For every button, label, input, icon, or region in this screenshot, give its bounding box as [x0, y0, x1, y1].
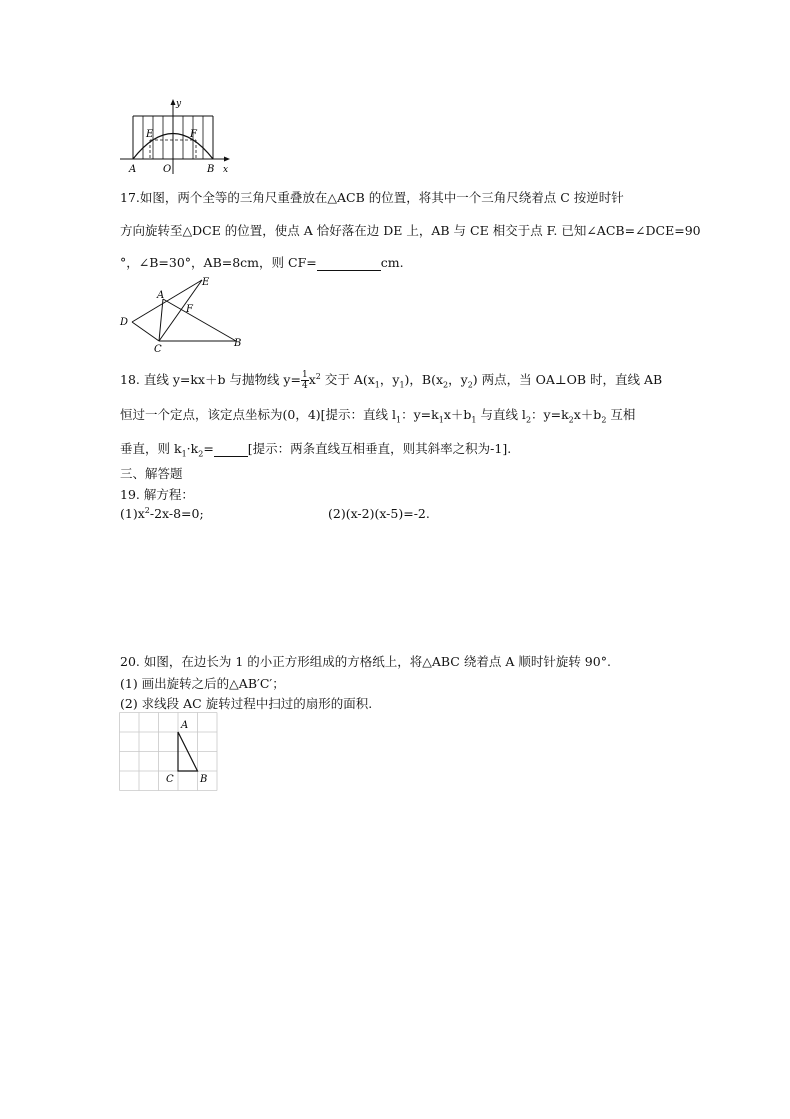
q19-p1-b: -2x-8=0;	[149, 506, 204, 522]
q17-line3-prefix: °，∠B=30°，AB=8cm，则 CF=	[120, 255, 317, 270]
q18-l2-e: ：y=k	[531, 407, 569, 422]
q18-l3-d: [提示：两条直线互相垂直，则其斜率之积为-1].	[247, 441, 512, 456]
tri-label-b: B	[234, 338, 242, 349]
q18-l2-s4: 2	[525, 415, 532, 425]
q18-text-e: )，B(x	[404, 372, 444, 387]
q19-title: 19. 解方程：	[120, 487, 194, 502]
q18-l2-s2: 1	[438, 415, 444, 425]
q18-l3-s1: 1	[181, 449, 187, 459]
q20-line3: (2) 求线段 AC 旋转过程中扫过的扇形的面积.	[120, 696, 373, 711]
x-axis-label: x	[223, 165, 229, 175]
fraction-denominator: 4	[301, 381, 308, 391]
q18-l2-g: 互相	[606, 407, 636, 422]
fraction-numerator: 1	[301, 370, 308, 380]
q19-part2: (2)(x-2)(x-5)=-2.	[328, 506, 430, 521]
q18-text-c: 交于 A(x	[320, 372, 375, 387]
point-b-label: B	[207, 164, 215, 175]
q18-l2-s5: 2	[568, 415, 574, 425]
q19-part1	[120, 506, 204, 521]
q19-p1-a: (1)x	[120, 506, 145, 522]
q18-text-b: x	[308, 372, 316, 387]
tri-label-d: D	[120, 317, 129, 328]
q18-sub3: 2	[443, 380, 449, 390]
q18-text-f: ，y	[448, 372, 468, 387]
q18-sub2: 1	[399, 380, 405, 390]
tri-label-c: C	[154, 344, 162, 354]
q18-l2-d: 与直线 l	[476, 407, 526, 422]
q17-line1: 17.如图，两个全等的三角尺重叠放在△ACB 的位置，将其中一个三角尺绕着点 C 按逆时针	[120, 190, 624, 205]
q18-text-d: ，y	[379, 372, 400, 387]
q17-line3-suffix: cm.	[380, 255, 404, 270]
fraction-one-quarter	[301, 370, 309, 391]
grid-label-c: C	[166, 774, 174, 785]
q17-line2: 方向旋转至△DCE 的位置，使点 A 恰好落在边 DE 上，AB 与 CE 相交于点 F. 已知∠ACB=∠DCE=90	[120, 223, 701, 238]
parabola-figure	[118, 96, 236, 178]
q18-l2-f: x＋b	[573, 407, 602, 422]
y-axis-label: y	[176, 99, 182, 109]
tri-label-a: A	[157, 290, 165, 301]
q18-l3-s2: 2	[198, 449, 204, 459]
q18-l2-c: x＋b	[443, 407, 472, 422]
point-f-label: F	[190, 129, 197, 140]
q18-l2-s3: 1	[471, 415, 477, 425]
point-e-label: E	[146, 129, 154, 140]
q18-l3-b: ·k	[186, 441, 199, 456]
q18-sub1: 1	[374, 380, 380, 390]
q18-sup: 2	[315, 371, 321, 381]
q18-l3-a: 垂直，则 k	[120, 441, 182, 456]
q19-p1-sup: 2	[144, 506, 150, 515]
q18-line3	[120, 439, 511, 459]
point-a-label: A	[129, 164, 137, 175]
q20-line1: 20. 如图，在边长为 1 的小正方形组成的方格纸上，将△ABC 绕着点 A 顺时针旋转 90°.	[120, 654, 611, 669]
tri-label-e: E	[202, 277, 210, 288]
q18-text-g: ) 两点，当 OA⊥OB 时，直线 AB	[472, 372, 663, 387]
grid-figure	[119, 712, 221, 792]
q18-l2-a: 恒过一个定点，该定点坐标为(0，4)[提示：直线 l	[120, 407, 397, 422]
q18-sub4: 2	[467, 380, 473, 390]
q18-l2-s1: 1	[396, 415, 402, 425]
q18-text-a: 18. 直线 y=kx＋b 与抛物线 y=	[120, 372, 301, 387]
answer-blank-cf[interactable]	[317, 255, 381, 271]
section-heading: 三、解答题	[120, 466, 183, 481]
q18-l3-c: =	[203, 441, 214, 456]
grid-label-a: A	[181, 720, 189, 731]
q18-l2-s6: 2	[601, 415, 607, 425]
q18-line1	[120, 370, 662, 391]
tri-label-f: F	[186, 304, 193, 315]
answer-blank-k1k2[interactable]	[214, 441, 248, 457]
q18-l2-b: ：y=k	[401, 407, 439, 422]
grid-label-b: B	[200, 774, 208, 785]
q20-line2: (1) 画出旋转之后的△AB′C′；	[120, 676, 285, 691]
q18-line2	[120, 405, 635, 425]
origin-label: O	[163, 164, 172, 175]
q17-line3	[120, 253, 404, 271]
triangles-figure	[116, 274, 252, 354]
